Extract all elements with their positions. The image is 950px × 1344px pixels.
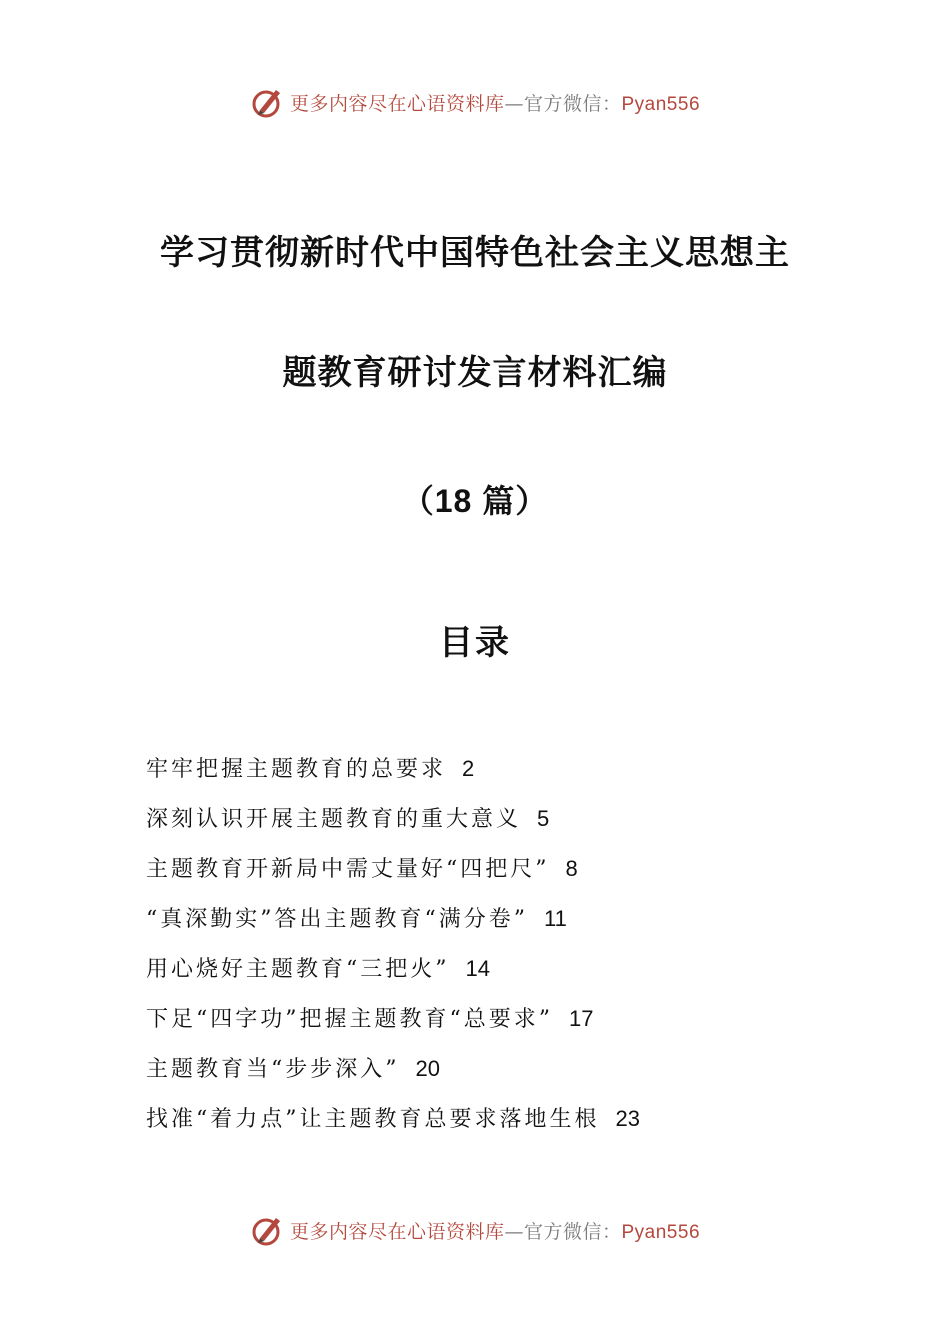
toc-item[interactable] bbox=[146, 948, 846, 998]
toc-item[interactable] bbox=[146, 1098, 846, 1148]
toc-item-title: 主题教育开新局中需丈量好“四把尺” bbox=[146, 857, 550, 882]
toc-item[interactable] bbox=[146, 848, 846, 898]
toc-item[interactable] bbox=[146, 998, 846, 1048]
header-banner-text bbox=[290, 89, 700, 116]
toc-item-title: 用心烧好主题教育“三把火” bbox=[146, 957, 450, 982]
footer-banner-main: 更多内容尽在心语资料库 bbox=[289, 1220, 505, 1243]
toc-item-title: 牢牢把握主题教育的总要求 bbox=[146, 757, 447, 782]
toc-item[interactable] bbox=[146, 898, 846, 948]
toc-item[interactable] bbox=[146, 1048, 846, 1098]
footer-banner bbox=[0, 1208, 950, 1252]
header-banner-main: 更多内容尽在心语资料库 bbox=[289, 92, 505, 115]
toc-item-title: 找准“着力点”让主题教育总要求落地生根 bbox=[146, 1107, 600, 1132]
toc-item-page: 20 bbox=[415, 1056, 440, 1081]
toc-item-title: 主题教育当“步步深入” bbox=[146, 1057, 400, 1082]
document-title-line-1: 学习贯彻新时代中国特色社会主义思想主 bbox=[160, 233, 790, 273]
toc-item-page: 2 bbox=[462, 756, 475, 781]
pen-logo-icon bbox=[250, 1212, 286, 1248]
article-count: （18 篇） bbox=[401, 483, 549, 519]
footer-banner-text bbox=[290, 1217, 700, 1244]
toc-item[interactable] bbox=[146, 798, 846, 848]
toc-item-title: 下足“四字功”把握主题教育“总要求” bbox=[146, 1007, 553, 1032]
toc-item-page: 17 bbox=[569, 1006, 594, 1031]
toc-item-page: 23 bbox=[615, 1106, 640, 1131]
document-title-line-2: 题教育研讨发言材料汇编 bbox=[282, 353, 668, 393]
toc-item-page: 14 bbox=[465, 956, 490, 981]
toc-item-title: 深刻认识开展主题教育的重大意义 bbox=[146, 807, 522, 832]
toc-item-page: 8 bbox=[565, 856, 578, 881]
toc-item-title: “真深勤实”答出主题教育“满分卷” bbox=[146, 907, 528, 932]
footer-banner-separator: —官方微信： bbox=[504, 1220, 622, 1243]
table-of-contents bbox=[146, 748, 846, 1148]
pen-logo-icon bbox=[250, 84, 286, 120]
toc-item[interactable] bbox=[146, 748, 846, 798]
footer-banner-wechat: Pyan556 bbox=[621, 1221, 701, 1243]
header-banner bbox=[0, 80, 950, 124]
toc-item-page: 5 bbox=[537, 806, 550, 831]
header-banner-separator: —官方微信： bbox=[504, 92, 622, 115]
toc-item-page: 11 bbox=[544, 906, 567, 931]
toc-heading: 目录 bbox=[439, 623, 511, 663]
header-banner-wechat: Pyan556 bbox=[621, 93, 701, 115]
